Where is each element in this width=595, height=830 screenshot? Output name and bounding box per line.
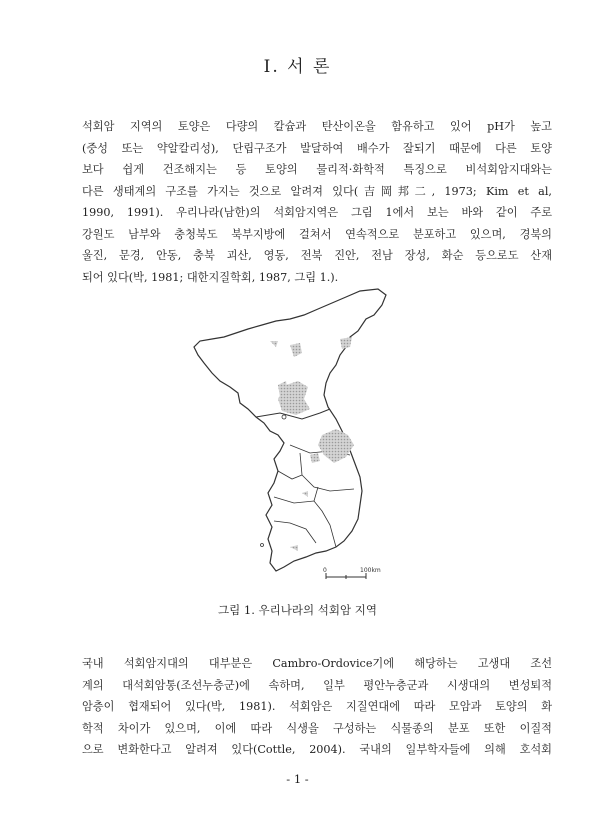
paragraph-line: 으로 변화한다고 알려져 있다(Cottle, 2004). 국내의 일부학자들에 의해 호석회 xyxy=(82,743,552,756)
paragraph-line: 석회암 지역의 토양은 다량의 칼슘과 탄산이온을 함유하고 있어 pH가 높고 xyxy=(82,120,552,133)
section-title: I. 서 론 xyxy=(263,57,332,77)
paragraph-line: 1990, 1991). 우리나라(남한)의 석회암지역은 그림 1에서 보는 바와 같이 주로 xyxy=(82,206,552,219)
scale-zero-label: 0 xyxy=(323,567,327,574)
paragraph-line: 학적 차이가 있으며, 이에 따라 식생을 구성하는 식물종의 분포 또한 이질적 xyxy=(82,721,552,735)
paragraph-line: 강원도 남부와 충청북도 북부지방에 걸쳐서 연속적으로 분포하고 있으며, 경북의 xyxy=(82,227,552,241)
korea-limestone-map xyxy=(190,285,410,585)
paragraph-line: 되어 있다(박, 1981; 대한지질학회, 1987, 그림 1.). xyxy=(82,270,339,284)
paragraph-line: 보다 쉽게 건조해지는 등 토양의 물리적·화학적 특징으로 비석회암지대와는 xyxy=(82,163,552,176)
paragraph-line: 울진, 문경, 안동, 충북 괴산, 영동, 전북 진안, 전남 장성, 화순 등으로도 산재 xyxy=(82,249,552,262)
paragraph-line: 암층이 협재되어 있다(박, 1981). 석회암은 지질연대에 따라 모암과 토양의 화 xyxy=(82,700,552,713)
intro-paragraph xyxy=(82,116,552,288)
paragraph-line: (중성 또는 약알칼리성), 단립구조가 발달하여 배수가 잘되기 때문에 다른 토양 xyxy=(82,141,552,155)
page-number: - 1 - xyxy=(286,772,309,786)
paragraph-line: 계의 대석회암통(조선누층군)에 속하며, 일부 평안누층군과 시생대의 변성퇴적 xyxy=(82,678,552,692)
body-paragraph xyxy=(82,653,552,761)
scale-label: 100km xyxy=(360,567,381,574)
figure-caption: 그림 1. 우리나라의 석회암 지역 xyxy=(218,603,377,617)
map-figure xyxy=(190,285,410,585)
limestone-area xyxy=(340,337,352,349)
peninsula-outline xyxy=(194,289,386,571)
paragraph-line: 다른 생태계의 구조를 가지는 것으로 알려져 있다(吉岡邦二, 1973; Kim et al, xyxy=(82,184,552,198)
paragraph-line: 국내 석회암지대의 대부분은 Cambro-Ordovice기에 해당하는 고생대 조선 xyxy=(82,657,552,670)
